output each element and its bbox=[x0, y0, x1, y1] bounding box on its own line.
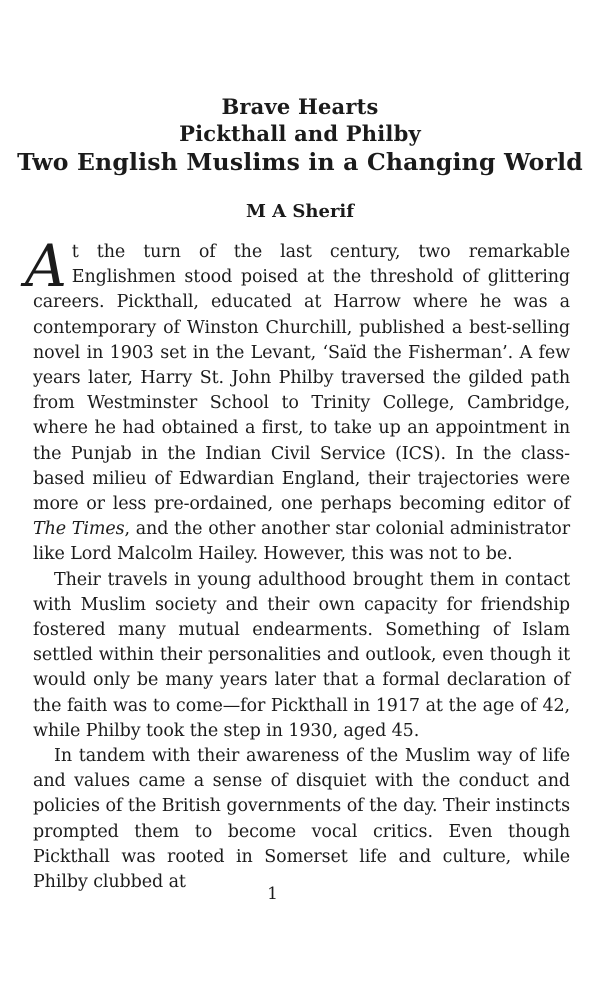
author-name: M A Sherif bbox=[245, 201, 355, 222]
italic-publication-name: The Times bbox=[33, 519, 125, 540]
paragraph-1-text: t the turn of the last century, two remarkable Englishmen stood poised at the threshold of glittering careers. Pickthall, educated at Harrow where he was a contemporary of Winston Churchill, published a best-selling novel in 1903 set in the Levant, ‘Saïd the Fisherman’. A few years later, Harry St. John Philby traversed the gilded path from Westminster School to Trinity College, Cambridge, where he had obtained a first, to take up an appointment in the Punjab in the Indian Civil Service (ICS). In the class-based milieu of Edwardian England, their trajectories were more or less pre-ordained, one perhaps becoming editor of bbox=[33, 242, 570, 515]
chapter-subtitle-secondary: Two English Muslims in a Changing World bbox=[17, 148, 583, 176]
chapter-title-block bbox=[0, 93, 600, 177]
paragraph-3: In tandem with their awareness of the Muslim way of life and values came a sense of disquiet with the conduct and policies of the British governments of the day. Their instincts prompted them to become vocal critics. Even though Pickthall was rooted in Somerset life and culture, while Philby clubbed at bbox=[33, 746, 570, 893]
paragraph-2: Their travels in young adulthood brought them in contact with Muslim society and their own capacity for friendship fostered many mutual endearments. Something of Islam settled within their personalities and outlook, even though it would only be many years later that a formal declaration of the faith was to come—for Pickthall in 1917 at the age of 42, while Philby took the step in 1930, aged 45. bbox=[33, 569, 570, 741]
body-text bbox=[25, 232, 570, 895]
book-title: Brave Hearts bbox=[221, 94, 379, 119]
page-number: 1 bbox=[267, 884, 278, 904]
paragraph-1-text-end: , and the other another star colonial administrator like Lord Malcolm Hailey. However, this was not to be. bbox=[33, 519, 570, 565]
dropcap-letter: A bbox=[25, 232, 67, 300]
chapter-subtitle: Pickthall and Philby bbox=[179, 121, 421, 146]
paragraph-1 bbox=[25, 232, 570, 568]
